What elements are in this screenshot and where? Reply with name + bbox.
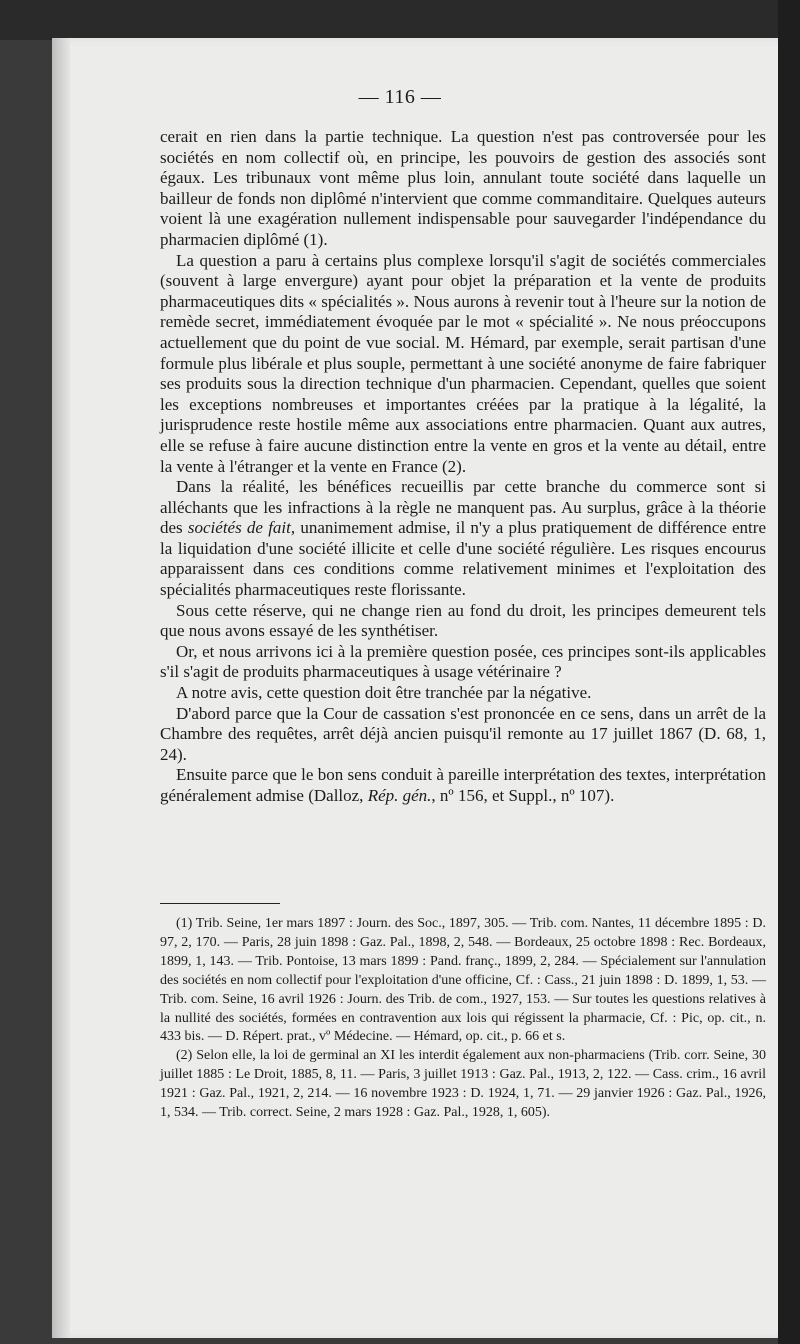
page-number: — 116 — (358, 86, 442, 108)
paragraph-2: La question a paru à certains plus complexe lorsqu'il s'agit de sociétés commerciales (souvent à large envergure) ayant pour objet la préparation et la vente de produits pharmaceutiques dits « spécialités ». Nous aurons à revenir tout à l'heure sur la notion de remède secret, immédiatement évoquée par le mot « spécialité ». Ne nous préoccupons actuellement que du point de vue social. M. Hémard, par exemple, serait partisan d'une formule plus libérale et plus souple, permettant à une société anonyme de faire fabriquer ses produits sous la direction technique d'un pharmacien. Cependant, quelles que soient les exceptions nombreuses et importantes créées par la pratique à la légalité, la jurisprudence reste hostile même aux associations entre pharmacien. Quant aux autres, elle se refuse à faire aucune distinction entre la vente en gros et la vente au détail, entre la vente à l'étranger et la vente en France (2). (160, 250, 766, 476)
paragraph-8-text-b: , nº 156, et Suppl., nº 107). (431, 786, 615, 805)
paragraph-8-italic: Rép. gén. (367, 786, 432, 805)
footnote-separator (160, 903, 280, 904)
paragraph-7: D'abord parce que la Cour de cassation s'est prononcée en ce sens, dans un arrêt de la Chambre des requêtes, arrêt déjà ancien puisqu'il remonte au 17 juillet 1867 (D. 68, 1, 24). (160, 703, 766, 764)
scan-right-edge (778, 0, 800, 1344)
paragraph-8 (160, 765, 766, 806)
paragraph-6: A notre avis, cette question doit être tranchée par la négative. (176, 683, 592, 703)
paragraph-3-text-a: Dans la réalité, les bénéfices recueillis par cette branche du commerce sont si alléchants que les infractions à la règle ne manquent pas. Au surplus, grâce à la théorie des (160, 477, 766, 538)
paragraph-1: cerait en rien dans la partie technique. La question n'est pas controversée pour les sociétés en nom collectif où, en principe, les pouvoirs de gestion des associés sont égaux. Les tribunaux vont même plus loin, annulant toute société dans laquelle un bailleur de fonds non diplômé n'intervient que comme commanditaire. Quelques auteurs voient là une exagération nullement indispensable pour sauvegarder l'indépendance du pharmacien diplômé (1). (160, 127, 766, 249)
paragraph-8-text-a: Ensuite parce que le bon sens conduit à pareille interprétation des textes, interprétation généralement admise (Dalloz, (160, 765, 766, 805)
page-gutter (52, 38, 70, 1338)
footnote-1: (1) Trib. Seine, 1er mars 1897 : Journ. des Soc., 1897, 305. — Trib. com. Nantes, 11 décembre 1895 : D. 97, 2, 170. — Paris, 28 juin 1898 : Gaz. Pal., 1898, 2, 548. — Bordeaux, 25 octobre 1898 : Rec. Bordeaux, 1899, 1, 143. — Trib. Pontoise, 13 mars 1899 : Pand. franç., 1899, 2, 284. — Spécialement sur l'annulation des sociétés en nom collectif pour l'exploitation d'une officine, Cf. : Cass., 21 juin 1898 : D. 1899, 1, 53. — Trib. com. Seine, 16 avril 1926 : Journ. des Trib. de com., 1927, 153. — Sur toutes les questions relatives à la nullité des sociétés, formées en contravention aux lois qui régissent la pharmacie, Cf. : Pic, op. cit., n. 433 bis. — D. Répert. prat., vº Médecine. — Hémard, op. cit., p. 66 et s. (160, 916, 766, 1045)
paragraph-5: Or, et nous arrivons ici à la première question posée, ces principes sont-ils applicables s'il s'agit de produits pharmaceutiques à usage vétérinaire ? (160, 641, 766, 682)
paragraph-3-italic: sociétés de fait (187, 518, 291, 538)
scan-top-edge (0, 0, 800, 40)
body-text (160, 127, 766, 807)
footnote-2: (2) Selon elle, la loi de germinal an XI les interdit également aux non-pharmaciens (Trib. corr. Seine, 30 juillet 1885 : Le Droit, 1885, 8, 11. — Paris, 3 juillet 1913 : Gaz. Pal., 1913, 2, 122. — Cass. crim., 16 avril 1921 : Gaz. Pal., 1921, 2, 214. — 16 novembre 1923 : D. 1924, 1, 71. — 29 janvier 1926 : Gaz. Pal., 1926, 1, 534. — Trib. correct. Seine, 2 mars 1928 : Gaz. Pal., 1928, 1, 605). (160, 1048, 766, 1121)
paragraph-4: Sous cette réserve, qui ne change rien au fond du droit, les principes demeurent tels que nous avons essayé de les synthétiser. (160, 600, 766, 641)
paragraph-3 (160, 477, 766, 601)
footnotes (160, 915, 766, 1123)
paragraph-3-text-b: , unanimement admise, il n'y a plus pratiquement de différence entre la liquidation d'une société illicite et celle d'une société régulière. Les risques encourus apparaissent dans ces conditions comme relativement minimes et l'exploitation des spécialités pharmaceutiques reste florissante. (160, 518, 766, 600)
